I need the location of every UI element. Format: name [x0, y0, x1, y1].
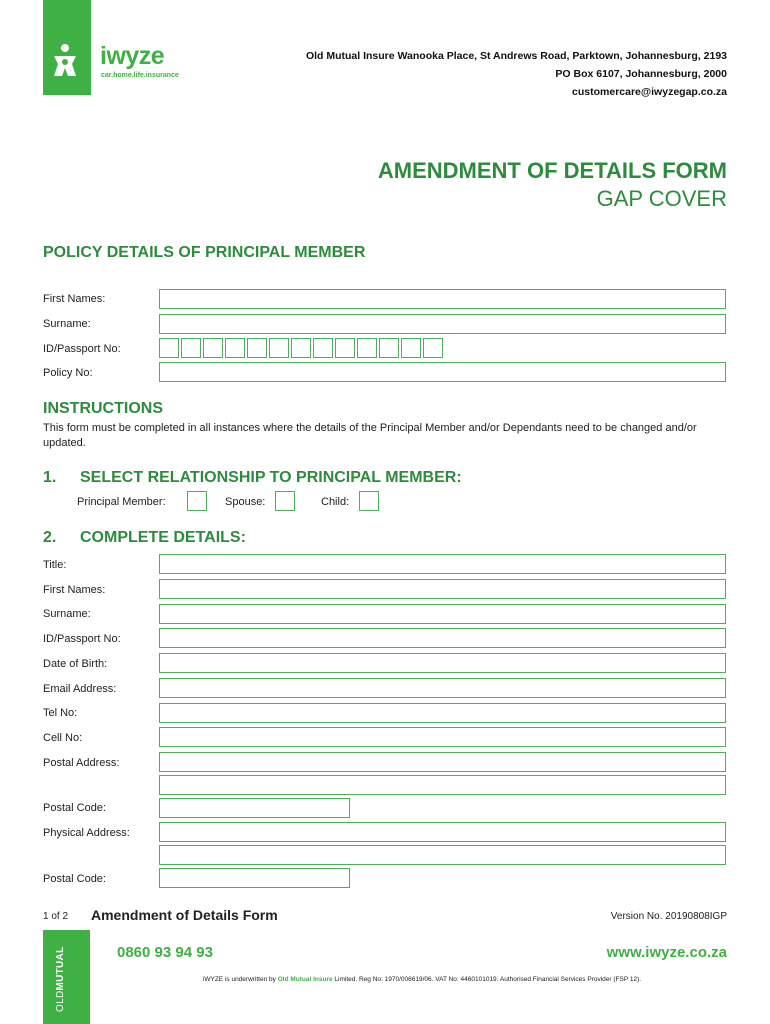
form-title: AMENDMENT OF DETAILS FORM [377, 158, 727, 183]
dob-field[interactable] [159, 653, 726, 673]
section-2-number: 2. [43, 529, 57, 546]
surname-field[interactable] [159, 604, 726, 624]
id-digit-box[interactable] [335, 338, 355, 358]
section-1-heading [43, 469, 462, 487]
spouse-label: Spouse: [225, 496, 266, 508]
policy-surname-label: Surname: [43, 318, 91, 330]
contact-email: customercare@iwyzegap.co.za [572, 86, 727, 98]
phone-number: 0860 93 94 93 [117, 944, 213, 961]
dob-label: Date of Birth: [43, 658, 108, 670]
old-mutual-strip [43, 930, 90, 1024]
surname-label: Surname: [43, 608, 91, 620]
policy-surname-field[interactable] [159, 314, 726, 334]
postal-address-field-1[interactable] [159, 752, 726, 772]
id-digit-box[interactable] [225, 338, 245, 358]
spouse-checkbox[interactable] [275, 491, 295, 511]
tel-field[interactable] [159, 703, 726, 723]
section-1-title: SELECT RELATIONSHIP TO PRINCIPAL MEMBER: [80, 469, 462, 486]
id-digit-box[interactable] [247, 338, 267, 358]
company-address [306, 47, 727, 101]
id-digit-box[interactable] [379, 338, 399, 358]
section-1-number: 1. [43, 469, 57, 486]
page-number: 1 of 2 [43, 911, 69, 922]
tel-label: Tel No: [43, 707, 78, 719]
brand-name: iwyze [100, 42, 165, 70]
policy-no-label: Policy No: [43, 367, 93, 379]
legal-text-b: Limited. Reg No: 1970/006619/06. VAT No: 4460101019. Authorised Financial Services Provider (FSP 12). [332, 976, 642, 983]
physical-address-field-2[interactable] [159, 845, 726, 865]
first-names-field[interactable] [159, 579, 726, 599]
cell-field[interactable] [159, 727, 726, 747]
id-digit-box[interactable] [159, 338, 179, 358]
iwyze-logo-icon [50, 42, 80, 78]
id-digit-box[interactable] [269, 338, 289, 358]
child-checkbox[interactable] [359, 491, 379, 511]
policy-first-names-label: First Names: [43, 293, 106, 305]
physical-address-label: Physical Address: [43, 827, 130, 839]
physical-postal-code-label: Postal Code: [43, 873, 106, 885]
principal-member-label: Principal Member: [77, 496, 166, 508]
section-2-heading [43, 529, 246, 547]
principal-member-checkbox[interactable] [187, 491, 207, 511]
version-number: Version No. 20190808IGP [610, 911, 727, 922]
policy-id-label: ID/Passport No: [43, 343, 121, 355]
section-2-title: COMPLETE DETAILS: [80, 529, 246, 546]
policy-details-heading: POLICY DETAILS OF PRINCIPAL MEMBER [43, 244, 366, 261]
id-digit-box[interactable] [291, 338, 311, 358]
postal-code-label: Postal Code: [43, 802, 106, 814]
address-line-2: PO Box 6107, Johannesburg, 2000 [555, 68, 727, 80]
id-digit-box[interactable] [203, 338, 223, 358]
id-passport-field[interactable] [159, 628, 726, 648]
old-mutual-logo [55, 947, 66, 1012]
id-passport-label: ID/Passport No: [43, 633, 121, 645]
legal-text-a: iWYZE is underwritten by [202, 976, 278, 983]
id-digit-box[interactable] [313, 338, 333, 358]
address-line-1: Old Mutual Insure Wanooka Place, St Andrews Road, Parktown, Johannesburg, 2193 [305, 50, 727, 62]
legal-disclaimer [117, 976, 727, 983]
old-mutual-text-b: MUTUAL [55, 946, 66, 991]
id-digit-box[interactable] [357, 338, 377, 358]
policy-id-boxes [159, 338, 443, 358]
id-digit-box[interactable] [181, 338, 201, 358]
postal-address-label: Postal Address: [43, 757, 120, 769]
brand-tagline: car.home.life.insurance [101, 72, 179, 79]
form-subtitle: GAP COVER [596, 186, 727, 211]
title-field[interactable] [159, 554, 726, 574]
id-digit-box[interactable] [423, 338, 443, 358]
website-link[interactable]: www.iwyze.co.za [606, 944, 727, 961]
footer-title: Amendment of Details Form [91, 907, 278, 923]
child-label: Child: [321, 496, 350, 508]
postal-address-field-2[interactable] [159, 775, 726, 795]
instructions-heading: INSTRUCTIONS [43, 400, 163, 417]
policy-no-field[interactable] [159, 362, 726, 382]
policy-first-names-field[interactable] [159, 289, 726, 309]
title-label: Title: [43, 559, 67, 571]
id-digit-box[interactable] [401, 338, 421, 358]
physical-address-field-1[interactable] [159, 822, 726, 842]
email-field[interactable] [159, 678, 726, 698]
postal-code-field[interactable] [159, 798, 350, 818]
first-names-label: First Names: [43, 584, 106, 596]
cell-label: Cell No: [43, 732, 83, 744]
legal-old-mutual: Old Mutual Insure [277, 976, 333, 983]
email-label: Email Address: [43, 683, 117, 695]
old-mutual-text-a: OLD [55, 990, 66, 1012]
instructions-text: This form must be completed in all instances where the details of the Principal Member and/or Dependants need to be changed and/or updated. [43, 422, 697, 449]
physical-postal-code-field[interactable] [159, 868, 350, 888]
